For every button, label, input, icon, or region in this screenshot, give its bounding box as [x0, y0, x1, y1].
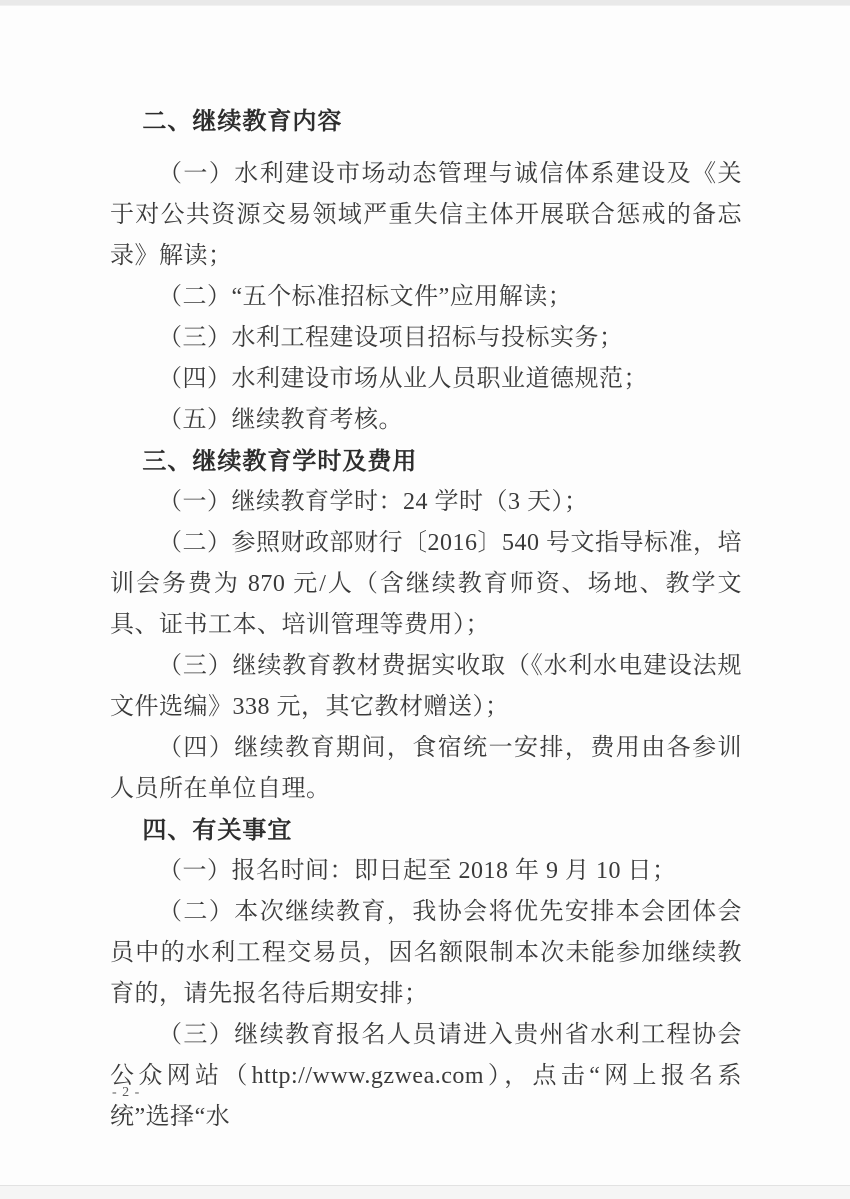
paragraph: （二）本次继续教育，我协会将优先安排本会团体会员中的水利工程交易员，因名额限制本次未能参加继续教育的，请先报名待后期安排； [110, 899, 742, 1007]
paragraph: （二）参照财政部财行〔2016〕540 号文指导标准，培训会务费为 870 元/人（含继续教育师资、场地、教学文具、证书工本、培训管理等费用）； [110, 530, 742, 638]
paragraph: （一）报名时间：即日起至 2018 年 9 月 10 日； [158, 858, 677, 884]
page-number: - 2 - [112, 1085, 141, 1100]
section-hours-and-fees [110, 441, 742, 810]
section-heading: 四、有关事宜 [142, 817, 293, 844]
document-body [110, 101, 742, 1138]
paragraph: （四）继续教育期间，食宿统一安排，费用由各参训人员所在单位自理。 [110, 735, 742, 802]
scan-top-edge [0, 0, 850, 6]
paragraph: （一）继续教育学时：24 学时（3 天）； [158, 489, 589, 515]
scan-bottom-edge [0, 1185, 850, 1199]
paragraph: （四）水利建设市场从业人员职业道德规范； [158, 366, 648, 392]
paragraph: （三）继续教育教材费据实收取（《水利水电建设法规文件选编》338 元，其它教材赠送）； [110, 653, 742, 720]
section-related-matters [110, 810, 742, 1138]
section-education-content [110, 101, 742, 441]
paragraph: （三）继续教育报名人员请进入贵州省水利工程协会公众网站（http://www.gzwea.com），点击“网上报名系统”选择“水 [110, 1022, 742, 1130]
section-heading: 三、继续教育学时及费用 [142, 448, 418, 475]
paragraph: （一）水利建设市场动态管理与诚信体系建设及《关于对公共资源交易领域严重失信主体开展联合惩戒的备忘录》解读； [110, 161, 742, 269]
paragraph: （二）“五个标准招标文件”应用解读； [158, 284, 573, 310]
section-heading: 二、继续教育内容 [142, 108, 343, 135]
paragraph: （五）继续教育考核。 [158, 407, 403, 433]
paragraph: （三）水利工程建设项目招标与投标实务； [158, 325, 624, 351]
